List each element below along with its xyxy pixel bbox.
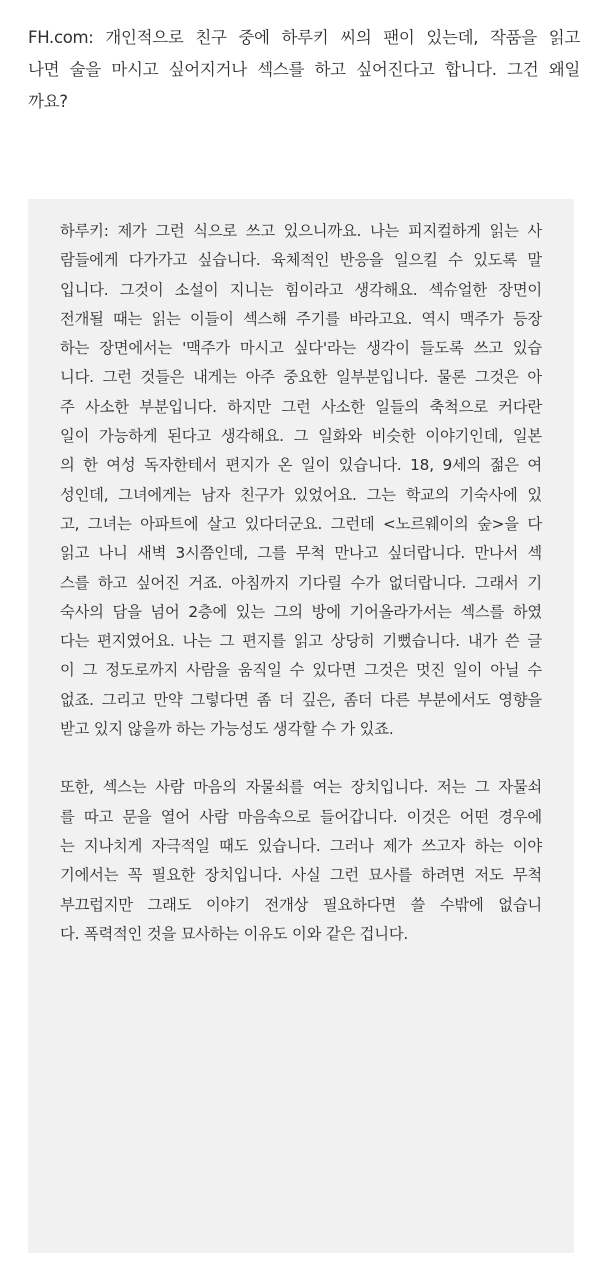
answer-paragraph-2: [60, 773, 542, 949]
answer-line: 성인데, 그녀에게는 남자 친구가 있었어요. 그는 학교의 기숙사에 있: [60, 485, 542, 504]
question-line: 나면 술을 마시고 싶어지거나 섹스를 하고 싶어진다고 합니다. 그건 왜일: [28, 60, 580, 79]
answer-line: 기에서는 꼭 필요한 장치입니다. 사실 그런 묘사를 하려면 저도 무척: [60, 866, 542, 885]
answer-line: 없죠. 그리고 만약 그렇다면 좀 더 깊은, 좀더 다른 부분에서도 영향을: [60, 690, 542, 709]
answer-line: 를 따고 문을 열어 사람 마음속으로 들어갑니다. 이것은 어떤 경우에: [60, 807, 542, 826]
answer-line: 의 한 여성 독자한테서 편지가 온 일이 있습니다. 18, 9세의 젊은 여: [60, 456, 542, 475]
question-line: FH.com: 개인적으로 친구 중에 하루키 씨의 팬이 있는데, 작품을 읽고: [28, 28, 580, 47]
answer-line: 숙사의 담을 넘어 2층에 있는 그의 방에 기어올라가서는 섹스를 하였: [60, 602, 542, 621]
answer-line: 고, 그녀는 아파트에 살고 있다더군요. 그런데 <노르웨이의 숲>을 다: [60, 514, 542, 533]
interview-question: [28, 22, 580, 118]
answer-paragraph-1: [60, 217, 542, 744]
answer-line: 받고 있지 않을까 하는 가능성도 생각할 수 가 있죠.: [60, 720, 394, 739]
answer-line: 일이 가능하게 된다고 생각해요. 그 일화와 비슷한 이야기인데, 일본: [60, 427, 542, 446]
answer-line: 니다. 그런 것들은 내게는 아주 중요한 일부분입니다. 물론 그것은 아: [60, 368, 542, 387]
answer-line: 전개될 때는 읽는 이들이 섹스해 주기를 바라고요. 역시 맥주가 등장: [60, 309, 542, 328]
answer-line: 주 사소한 부분입니다. 하지만 그런 사소한 일들의 축척으로 커다란: [60, 397, 542, 416]
answer-line: 다. 폭력적인 것을 묘사하는 이유도 이와 같은 겁니다.: [60, 924, 409, 943]
answer-line: 또한, 섹스는 사람 마음의 자물쇠를 여는 장치입니다. 저는 그 자물쇠: [60, 778, 542, 797]
answer-line: 하루키: 제가 그런 식으로 쓰고 있으니까요. 나는 피지컬하게 읽는 사: [60, 222, 542, 240]
answer-line: 이 그 정도로까지 사람을 움직일 수 있다면 그것은 멋진 일이 아닐 수: [60, 661, 542, 680]
answer-line: 읽고 나니 새벽 3시쯤인데, 그를 무척 만나고 싶더랍니다. 만나서 섹: [60, 544, 542, 563]
answer-line: 부끄럽지만 그래도 이야기 전개상 필요하다면 쓸 수밖에 없습니: [60, 895, 542, 914]
answer-quote-box: [28, 199, 574, 1253]
answer-line: 는 지나치게 자극적일 때도 있습니다. 그러나 제가 쓰고자 하는 이야: [60, 836, 542, 855]
answer-line: 다는 편지였어요. 나는 그 편지를 읽고 상당히 기뻤습니다. 내가 쓴 글: [60, 632, 542, 651]
answer-line: 스를 하고 싶어진 거죠. 아침까지 기다릴 수가 없더랍니다. 그래서 기: [60, 573, 542, 592]
answer-line: 입니다. 그것이 소설이 지니는 힘이라고 생각해요. 섹슈얼한 장면이: [60, 280, 542, 299]
question-line: 까요?: [28, 92, 68, 111]
answer-line: 람들에게 다가가고 싶습니다. 육체적인 반응을 일으킬 수 있도록 말: [60, 251, 542, 270]
answer-line: 하는 장면에서는 '맥주가 마시고 싶다'라는 생각이 들도록 쓰고 있습: [60, 339, 542, 358]
